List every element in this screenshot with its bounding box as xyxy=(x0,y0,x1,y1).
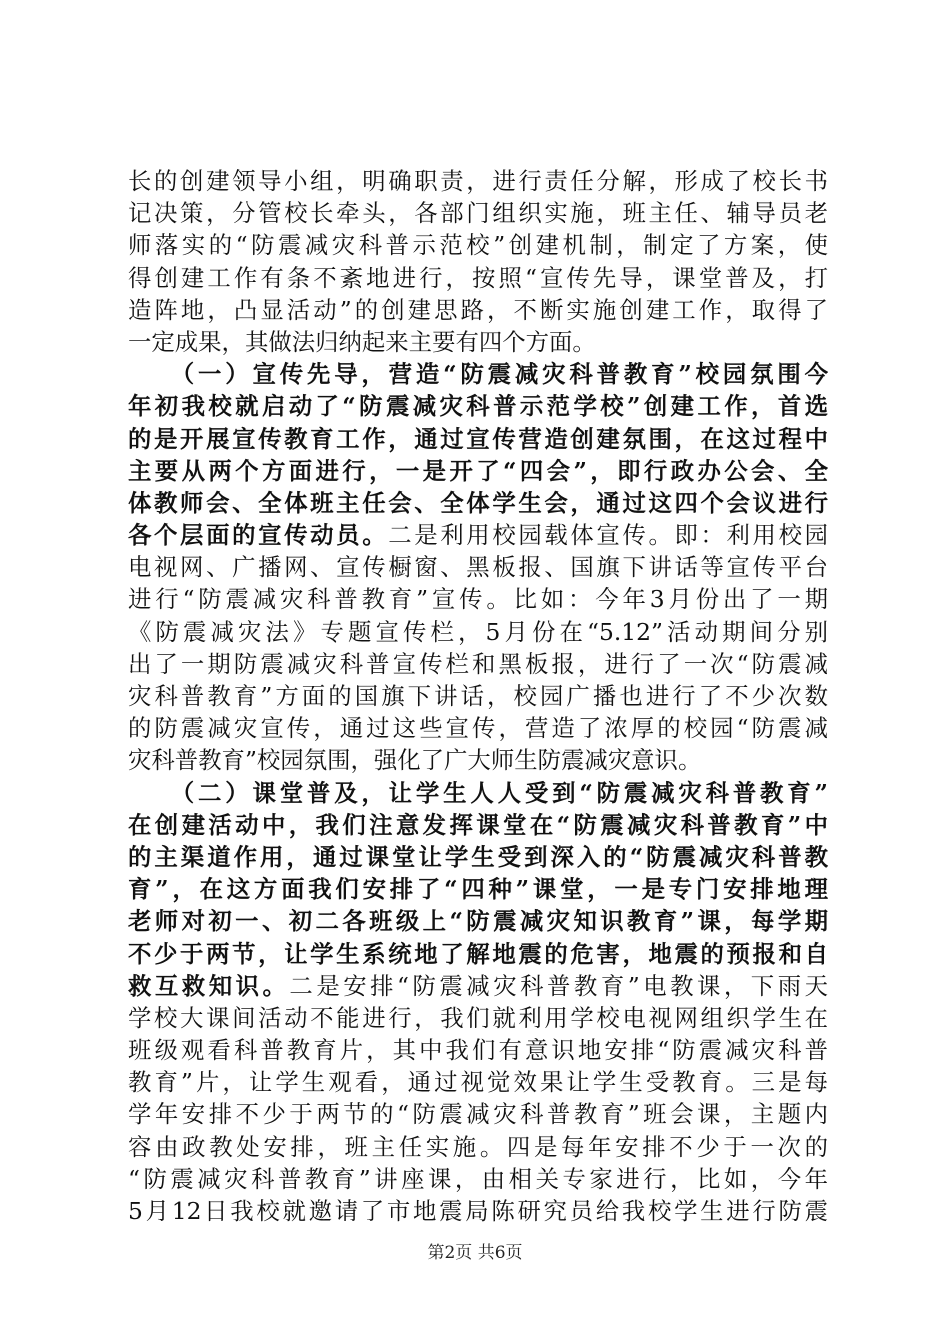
text-line: 进行“防震减灾科普教育”宣传。比如：今年3月份出了一期 xyxy=(128,585,828,614)
text-line: 长的创建领导小组，明确职责，进行责任分解，形成了校长书 xyxy=(128,167,828,195)
text-line: 学年安排不少于两节的“防震减灾科普教育”班会课，主题内 xyxy=(128,1100,828,1129)
text-line: 在创建活动中，我们注意发挥课堂在“防震减灾科普教育”中 xyxy=(128,810,828,839)
text-line: 老师对初一、初二各班级上“防震减灾知识教育”课，每学期 xyxy=(128,907,828,936)
text-line: 灾科普教育”方面的国旗下讲话，校园广播也进行了不少次数 xyxy=(128,682,828,710)
text-line: “防震减灾科普教育”讲座课，由相关专家进行，比如，今年 xyxy=(128,1164,828,1193)
text-line: 不少于两节，让学生系统地了解地震的危害，地震的预报和自 xyxy=(128,939,828,968)
text-line: 《防震减灾法》专题宣传栏，5月份在“5.12”活动期间分别 xyxy=(128,617,828,646)
text-line: 容由政教处安排，班主任实施。四是每年安排不少于一次的 xyxy=(128,1132,828,1161)
text-line: 5月12日我校就邀请了市地震局陈研究员给我校学生进行防震 xyxy=(128,1197,828,1225)
text-line: 造阵地，凸显活动”的创建思路，不断实施创建工作，取得了 xyxy=(128,295,828,324)
text-line: 班级观看科普教育片，其中我们有意识地安排“防震减灾科普 xyxy=(128,1036,828,1065)
text-line: 灾科普教育”校园氛围，强化了广大师生防震减灾意识。 xyxy=(128,746,702,775)
text-line: 的是开展宣传教育工作，通过宣传营造创建氛围，在这过程中 xyxy=(128,424,828,453)
text-line: 年初我校就启动了“防震减灾科普示范学校”创建工作，首选 xyxy=(128,392,828,421)
text-line: 出了一期防震减灾科普宣传栏和黑板报，进行了一次“防震减 xyxy=(128,649,828,678)
text-line: 记决策，分管校长牵头，各部门组织实施，班主任、辅导员老 xyxy=(128,199,828,228)
text-line: 育”，在这方面我们安排了“四种”课堂，一是专门安排地理 xyxy=(128,875,828,904)
text-line: 的主渠道作用，通过课堂让学生受到深入的“防震减灾科普教 xyxy=(128,842,828,871)
page-footer: 第2页 共6页 xyxy=(427,1243,523,1263)
text-line: 学校大课间活动不能进行，我们就利用学校电视网组织学生在 xyxy=(128,1003,828,1032)
document-body xyxy=(128,165,828,1227)
text-line: 各个层面的宣传动员。二是利用校园载体宣传。即：利用校园 xyxy=(128,521,828,550)
text-line: 主要从两个方面进行，一是开了“四会”，即行政办公会、全 xyxy=(128,456,828,485)
text-line: 电视网、广播网、宣传橱窗、黑板报、国旗下讲话等宣传平台 xyxy=(128,553,828,582)
text-line: 的防震减灾宣传，通过这些宣传，营造了浓厚的校园“防震减 xyxy=(128,714,828,743)
text-line: 一定成果，其做法归纳起来主要有四个方面。 xyxy=(128,327,596,356)
text-line: 教育”片，让学生观看，通过视觉效果让学生受教育。三是每 xyxy=(128,1068,828,1097)
text-line: （一）宣传先导，营造“防震减灾科普教育”校园氛围今 xyxy=(128,360,828,389)
text-line: 救互救知识。二是安排“防震减灾科普教育”电教课，下雨天 xyxy=(128,971,828,1000)
text-line: 得创建工作有条不紊地进行，按照“宣传先导，课堂普及，打 xyxy=(128,263,828,292)
text-line: 体教师会、全体班主任会、全体学生会，通过这四个会议进行 xyxy=(128,488,828,517)
text-line: 师落实的“防震减灾科普示范校”创建机制，制定了方案，使 xyxy=(128,231,828,260)
text-line: （二）课堂普及，让学生人人受到“防震减灾科普教育” xyxy=(128,778,828,807)
